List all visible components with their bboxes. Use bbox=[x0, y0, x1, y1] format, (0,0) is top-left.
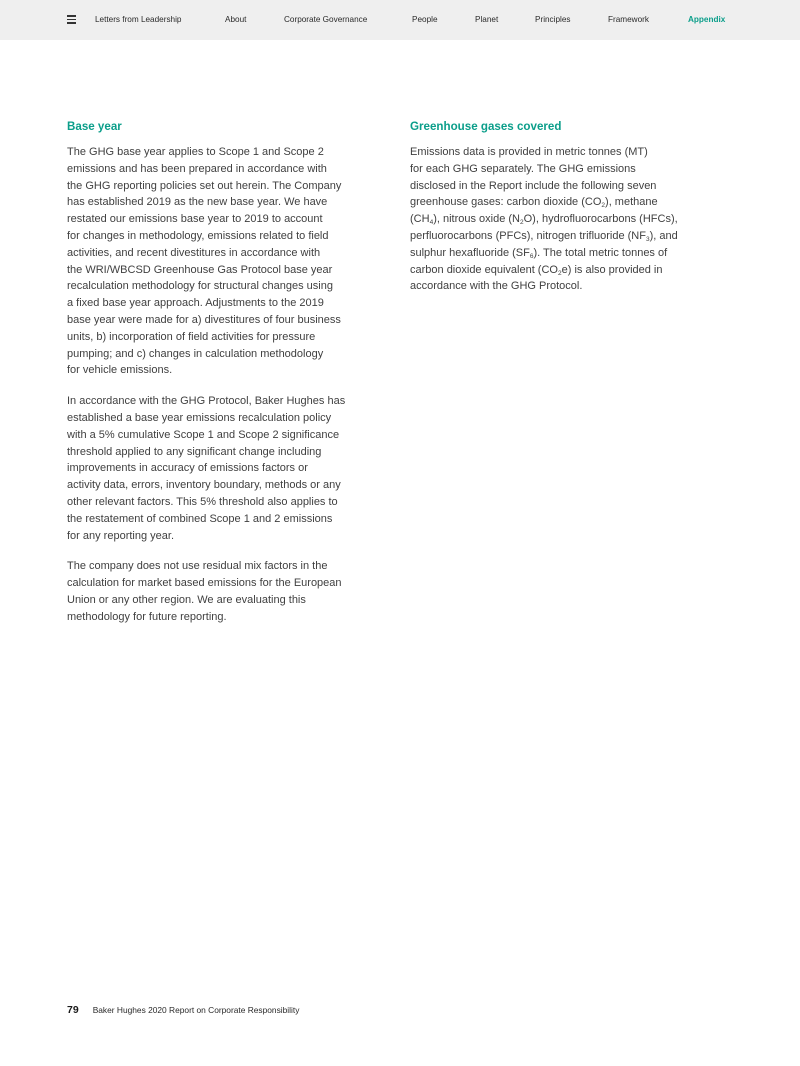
text-line: activities, and recent divestitures in accordance with bbox=[67, 246, 321, 259]
nav-about[interactable]: About bbox=[225, 15, 247, 24]
base-year-heading: Base year bbox=[67, 120, 122, 133]
text-line: the restatement of combined Scope 1 and 2 emissions bbox=[67, 512, 333, 525]
text-line: pumping; and c) changes in calculation methodology bbox=[67, 347, 324, 360]
text-line: methodology for future reporting. bbox=[67, 610, 227, 623]
hamburger-menu-icon[interactable] bbox=[67, 15, 76, 24]
text-line: emissions and has been prepared in accordance with bbox=[67, 162, 327, 175]
nav-planet[interactable]: Planet bbox=[475, 15, 499, 24]
text-line: In accordance with the GHG Protocol, Baker Hughes has bbox=[67, 395, 346, 408]
nav-appendix[interactable]: Appendix bbox=[688, 15, 726, 24]
text-line: other relevant factors. This 5% threshold also applies to bbox=[67, 495, 338, 508]
text-line: restated our emissions base year to 2019 to account bbox=[67, 213, 323, 226]
text-line: with a 5% cumulative Scope 1 and Scope 2 significance bbox=[67, 428, 340, 441]
text-line: the WRI/WBCSD Greenhouse Gas Protocol base year bbox=[67, 263, 333, 276]
base-year-paragraph-1 bbox=[67, 144, 392, 379]
greenhouse-gases-section bbox=[410, 119, 730, 309]
greenhouse-gases-paragraph: Emissions data is provided in metric tonnes (MT) for each GHG separately. The GHG emissions disclosed in the Report include the following seven greenhouse gases: carbon dioxide $(CO_2)$, methane $(CH_4)$, nitrous oxide $(N_2O)$, hydrofluorocarbons (HFCs), perfluorocarbons (PFCs), nitrogen trifluoride $(NF_3)$, and sulphur hexafluoride $(SF_6)$. The total metric tonnes of carbon dioxide equivalent $(CO_2e)$ is also provided in accordance with the GHG Protocol. bbox=[410, 146, 678, 293]
text-line: units, b) incorporation of field activities for pressure bbox=[67, 330, 316, 343]
page-footer bbox=[67, 1003, 299, 1017]
page-number: 79 bbox=[67, 1004, 79, 1016]
text-line: The GHG base year applies to Scope 1 and Scope 2 bbox=[67, 146, 324, 158]
text-line: for changes in methodology, emissions related to field bbox=[67, 229, 329, 242]
base-year-paragraph-3 bbox=[67, 558, 392, 625]
text-line: for vehicle emissions. bbox=[67, 364, 173, 377]
nav-letters-from-leadership[interactable]: Letters from Leadership bbox=[95, 15, 182, 24]
nav-framework[interactable]: Framework bbox=[608, 15, 649, 24]
nav-people[interactable]: People bbox=[412, 15, 438, 24]
text-line: recalculation methodology for structural changes using bbox=[67, 280, 333, 293]
text-line: the GHG reporting policies set out herein. The Company bbox=[67, 179, 342, 192]
text-line: The company does not use residual mix factors in the bbox=[67, 560, 328, 573]
text-line: a fixed base year approach. Adjustments to the 2019 bbox=[67, 297, 324, 310]
nav-corporate-governance[interactable]: Corporate Governance bbox=[284, 15, 368, 24]
text-line: calculation for market based emissions for the European bbox=[67, 577, 342, 590]
text-line: base year were made for a) divestitures of four business bbox=[67, 313, 341, 326]
nav-principles[interactable]: Principles bbox=[535, 15, 571, 24]
text-line: threshold applied to any significant change including bbox=[67, 445, 322, 458]
text-line: Union or any other region. We are evaluating this bbox=[67, 593, 306, 606]
text-line: improvements in accuracy of emissions factors or bbox=[67, 462, 308, 475]
report-title: Baker Hughes 2020 Report on Corporate Responsibility bbox=[92, 1005, 300, 1015]
text-line: activity data, errors, inventory boundary, methods or any bbox=[67, 479, 341, 492]
base-year-paragraph-2 bbox=[67, 393, 392, 544]
text-line: established a base year emissions recalculation policy bbox=[67, 411, 332, 424]
top-navigation-bar bbox=[0, 0, 800, 40]
base-year-section bbox=[67, 119, 392, 640]
greenhouse-gases-heading: Greenhouse gases covered bbox=[410, 120, 562, 133]
text-line: has established 2019 as the new base year. We have bbox=[67, 196, 328, 209]
text-line: for any reporting year. bbox=[67, 529, 175, 542]
